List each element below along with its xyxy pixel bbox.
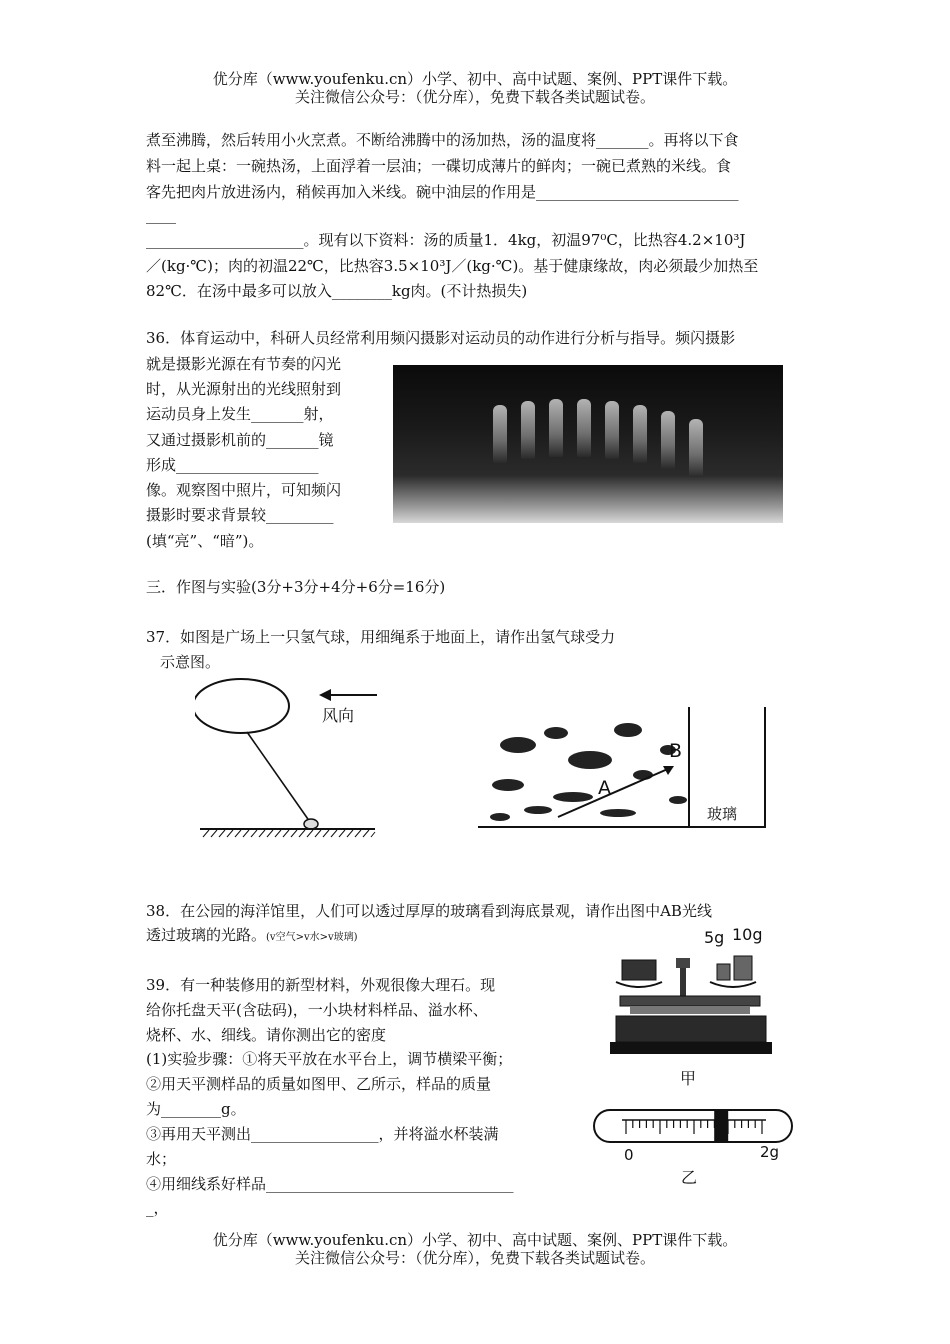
q35-line-2: 料一起上桌：一碗热汤，上面浮着一层油；一碟切成薄片的鲜肉；一碗已煮熟的米线。食 (146, 157, 732, 175)
q36-line-6: 形成___________________ (146, 456, 319, 474)
balloon-diagram (195, 675, 395, 845)
q39-line-3: 烧杯、水、细线。请你测出它的密度 (146, 1026, 387, 1044)
balance-figure (610, 944, 775, 1064)
q39-line-6: 为________g。 (146, 1100, 246, 1118)
string-line (247, 732, 310, 822)
q39-line-9: ④用细线系好样品_________________________________ (146, 1175, 514, 1193)
weight-5g (717, 964, 730, 980)
q35-line-1: 煮至沸腾，然后转用小火烹煮。不断给沸腾中的汤加热，汤的温度将_______。再将以下食 (146, 131, 739, 149)
q39-line-7: ③再用天平测出_________________，并将溢水杯装满 (146, 1125, 499, 1143)
weight-10g-label: 10g (732, 925, 763, 944)
q36-line-1: 36．体育运动中，科研人员经常利用频闪摄影对运动员的动作进行分析与指导。频闪摄影 (146, 329, 736, 347)
anchor-point (304, 819, 318, 829)
q35-line-5: _____________________。现有以下资料：汤的质量1．4kg，初温97⁰C，比热容4.2×10³J (146, 231, 746, 249)
label-jia: 甲 (680, 1069, 697, 1088)
footer-line-1: 优分库（www.youfenku.cn）小学、初中、高中试题、案例、PPT课件下载。 (212, 1231, 738, 1249)
header-line-1: 优分库（www.youfenku.cn）小学、初中、高中试题、案例、PPT课件下载。 (212, 70, 738, 88)
q36-line-5: 又通过摄影机前的_______镜 (146, 431, 334, 449)
q39-line-8: 水； (146, 1150, 177, 1168)
point-a-label: A (598, 777, 611, 799)
q37-line-2: 示意图。 (160, 653, 221, 671)
q39-line-1: 39．有一种装修用的新型材料，外观很像大理石。现 (146, 976, 496, 994)
balloon-icon (195, 679, 289, 733)
balance-beam (620, 996, 760, 1006)
q35-line-4: ____ (146, 206, 176, 224)
q36-line-9: (填“亮”、“暗”)。 (146, 532, 264, 550)
q39-line-10: _， (146, 1199, 169, 1217)
section-3-heading: 三．作图与实验(3分+3分+4分+6分=16分) (146, 578, 446, 596)
q39-line-4: (1)实验步骤：①将天平放在水平台上，调节横梁平衡； (146, 1050, 513, 1068)
q38-line-1: 38．在公园的海洋馆里，人们可以透过厚厚的玻璃看到海底景观，请作出图中AB光线 (146, 902, 712, 920)
rider-scale (592, 1108, 797, 1148)
weight-5g-label: 5g (704, 928, 725, 947)
ground-hatch (203, 830, 375, 837)
q38-line-2-text: 透过玻璃的光路。 (146, 926, 267, 944)
weight-10g (734, 956, 752, 980)
q36-line-2: 就是摄影光源在有节奏的闪光 (146, 355, 342, 373)
q36-line-7: 像。观察图中照片，可知频闪 (146, 481, 342, 499)
q38-speed-note: (v空气>v水>v玻璃) (266, 932, 358, 943)
rider-slider (714, 1110, 728, 1142)
header-line-2: 关注微信公众号：（优分库），免费下载各类试题试卷。 (294, 88, 655, 106)
q35-line-7: 82℃．在汤中最多可以放入________kg肉。(不计热损失) (146, 282, 528, 300)
q36-line-4: 运动员身上发生_______射， (146, 405, 334, 423)
seabed-texture (490, 723, 687, 821)
footer-line-2: 关注微信公众号：（优分库），免费下载各类试题试卷。 (294, 1249, 655, 1267)
scale-max-label: 2g (760, 1143, 780, 1161)
glass-label: 玻璃 (707, 805, 738, 823)
label-yi: 乙 (681, 1168, 698, 1187)
q38-line-2 (146, 926, 358, 947)
scale-zero-label: 0 (624, 1146, 634, 1164)
q39-line-5: ②用天平测样品的质量如图甲、乙所示，样品的质量 (146, 1075, 492, 1093)
q36-line-3: 时，从光源射出的光线照射到 (146, 380, 342, 398)
q35-line-6: ／(kg·℃)；肉的初温22℃，比热容3.5×10³J／(kg·℃)。基于健康缘故，肉必须最少加热至 (146, 257, 759, 275)
sample-block (622, 960, 656, 980)
point-b-label: B (669, 740, 683, 762)
q35-line-3: 客先把肉片放进汤内，稍候再加入米线。碗中油层的作用是___________________________ (146, 183, 739, 201)
stroboscopic-photo (393, 365, 783, 523)
q36-line-8: 摄影时要求背景较_________ (146, 506, 334, 524)
balance-base (616, 1016, 766, 1042)
q37-line-1: 37．如图是广场上一只氢气球，用细绳系于地面上，请作出氢气球受力 (146, 628, 616, 646)
q39-line-2: 给你托盘天平(含砝码)，一小块材料样品、溢水杯、 (146, 1001, 488, 1019)
wind-label: 风向 (322, 706, 355, 725)
